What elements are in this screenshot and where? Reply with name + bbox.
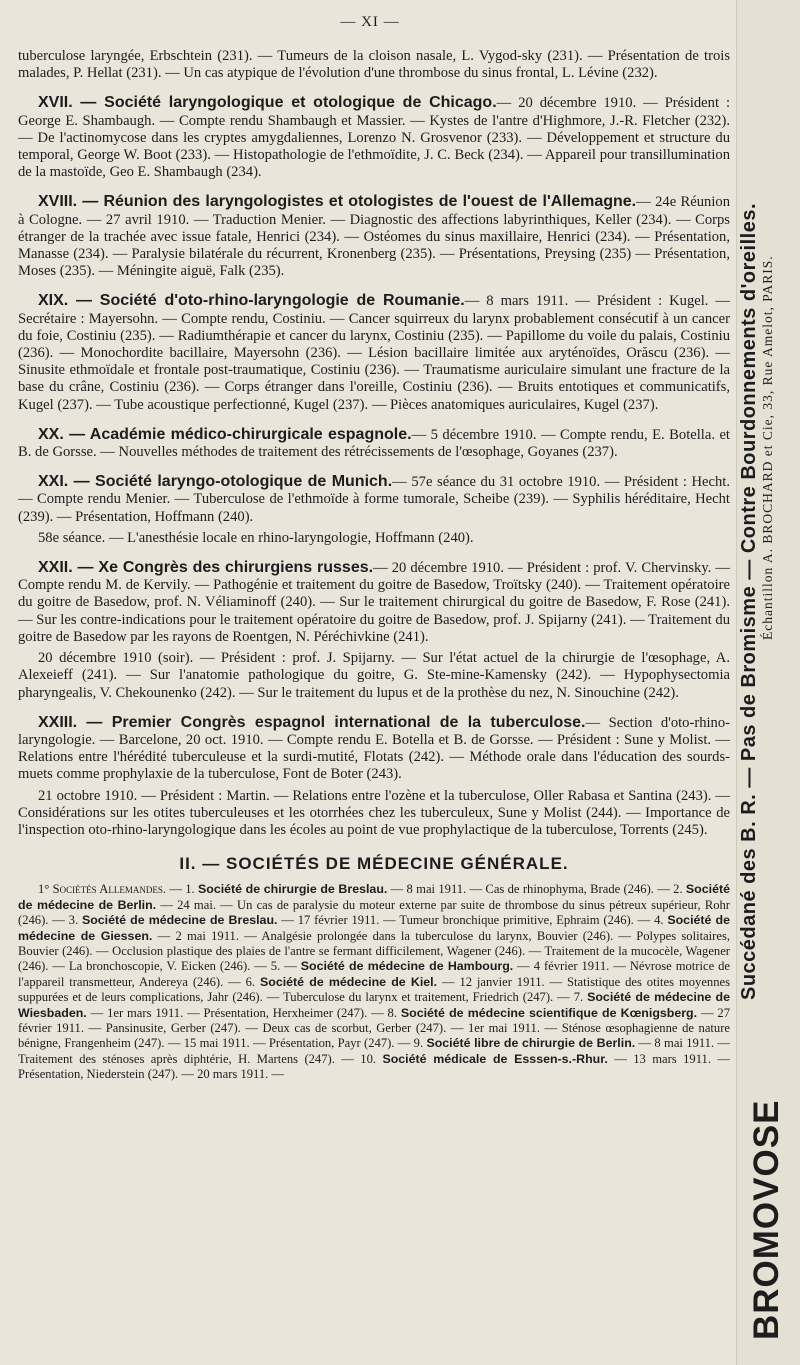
toc-entry-xviii <box>18 193 730 280</box>
entry-text: — 8 mai 1911. — Cas de rhinophyma, Brade (246). — 2. <box>387 882 686 897</box>
society-name: Société de médecine de Kiel. <box>259 974 438 989</box>
society-name: Société de chirurgie de Breslau. <box>198 882 388 897</box>
entry-text: — Section d'oto-rhino-laryngologie. — Barcelone, 20 oct. 1910. — Compte rendu E. Botella et B. de Gorsse. — Président : Sune y Molist. — Relations entre l'hérédité tuberculeuse et la surdi-mutité, Flotats (242). — Méthode orale dans l'éducation des sourds-muets comme prophylaxie de la tuberculose, Font de Boter (243). <box>18 714 730 783</box>
ad-brand-name: BROMOVOSE <box>747 1099 786 1340</box>
entry-text: — 8 mai 1911. — Traitement des sténoses après diphtérie, H. Martens (247). — 10. <box>18 1036 730 1066</box>
society-heading: XXIII. — Premier Congrès espagnol international de la tuberculose. <box>38 713 586 731</box>
section2-lead: 1° Sociétés Allemandes. <box>38 882 167 897</box>
society-heading: XIX. — Société d'oto-rhino-laryngologie de Roumanie. <box>38 292 465 310</box>
toc-paragraph <box>18 48 730 82</box>
ad-slogan: Succédané des B. R. — Pas de Bromisme — Contre Bourdonnements d'oreilles. <box>738 203 760 1000</box>
toc-text: tuberculose laryngée, Erbschtein (231). — Tumeurs de la cloison nasale, L. Vygod-sky (231). — Présentation de trois malades, P. Hellat (231). — Un cas atypique de l'évolution d'une thrombose du sinus frontal, L. Lévine (232). <box>18 48 730 82</box>
society-name: Société de médecine de Hambourg. <box>300 959 514 974</box>
entry-text: — 27 février 1911. — Pansinusite, Gerber (247). — Deux cas de scorbut, Gerber (247). — 1er mai 1911. — Sténose œsophagienne de nature bénigne, Frangenheim (247). — 15 mai 1911. — Présentation, Payr (247). — 9. <box>18 1005 730 1051</box>
society-heading: XX. — Académie médico-chirurgicale espagnole. <box>38 425 412 443</box>
section-title: II. — SOCIÉTÉS DE MÉDECINE GÉNÉRALE. <box>179 854 569 874</box>
society-heading: XVII. — Société laryngologique et otologique de Chicago. <box>38 94 497 112</box>
toc-entry-xx <box>18 426 730 461</box>
table-of-contents <box>18 48 730 1095</box>
entry-text: — 24e Réunion à Cologne. — 27 avril 1910. — Traduction Menier. — Diagnostic des affections labyrinthiques, Keller (234). — Corps étranger de la trachée avec issue fatale, Henrici (234). — Ostéomes du sinus maxillaire, Henrici (234). — Présentation, Manasse (234). — Paralysie bilatérale du récurrent, Kronenberg (235). — Présentations, Preysing (235) — Présentation, Moses (235). — Méningite aiguë, Falk (235). <box>18 194 730 280</box>
toc-entry-xix <box>18 292 730 413</box>
entry-text: — 1. <box>166 882 198 897</box>
toc-entry-xxiii <box>18 714 730 784</box>
section2-text <box>18 882 730 1082</box>
entry-text: — 2 mai 1911. — Analgésie prolongée dans la tuberculose du larynx, Bouvier (246). — Polypes solitaires, Bouvier (246). — Occlusion plastique des plaies de l'antre se fermant difficilement, Wagener (246). — Traitement de la mucocèle, Wagener (246). — La bronchoscopie, V. Eicken (246). — 5. — <box>18 928 730 974</box>
toc-entry-xxiii-cont: 21 octobre 1910. — Président : Martin. — Relations entre l'ozène et la tuberculose, Oller Rabasa et Santina (243). — Considérations sur les otites tuberculeuses et les otorrhées chez les tuberculeux, Sune y Molist (244). — Importance de l'inspection oto-rhino-laryngologique dans les écoles au point de vue prophylactique de la tuberculose, Torrents (245). <box>18 787 730 838</box>
society-name: Société de médecine de Giessen. <box>18 913 730 943</box>
society-heading: XVIII. — Réunion des laryngologistes et otologistes de l'ouest de l'Allemagne. <box>38 193 637 211</box>
toc-entry-xxii-cont: 20 décembre 1910 (soir). — Président : prof. J. Spijarny. — Sur l'état actuel de la chirurgie de l'œsophage, A. Alexeieff (241). — Sur l'anatomie pathologique du goitre, G. Ste-mine-Kamensky (242). — Hypophysectomia pharyngealis, V. Chekounenko (242). — Sur le traitement du lupus et de la prothèse du nez, N. Sinouchine (242). <box>18 650 730 701</box>
society-heading: XXI. — Société laryngo-otologique de Munich. <box>38 473 393 491</box>
society-name: Société de médecine de Berlin. <box>18 882 730 912</box>
entry-text: — 12 janvier 1911. — Statistique des otites moyennes suppurées et de leurs complications, Jahr (246). — Tuberculose du larynx et traitement, Friedrich (247). — 7. <box>18 974 731 1005</box>
society-name: Société libre de chirurgie de Berlin. <box>426 1036 636 1051</box>
entry-text: — 57e séance du 31 octobre 1910. — Président : Hecht. — Compte rendu Menier. — Tuberculose de l'ethmoïde à forme tumorale, Scheibe (239). — Syphilis héréditaire, Hecht (239). — Présentation, Hoffmann (240). <box>18 474 731 525</box>
toc-entry-xvii <box>18 94 730 181</box>
entry-text: — 20 décembre 1910. — Président : prof. V. Chervinsky. — Compte rendu M. de Kervily. — Pathogénie et traitement du goitre de Basedow, Troïtsky (240). — Traitement opératoire du goitre de Basedow, prof. N. Véliaminoff (240). — Sur le traitement chirurgical du goitre de Basedow, F. Rose (241). — Sur les contre-indications pour le traitement opératoire du goitre de Basedow, prof. J. Spijarny (241). — Traitement du goitre de Basedow par les rayons de Roentgen, N. Péréchivkine (241). <box>18 560 730 645</box>
society-heading: XXII. — Xe Congrès des chirurgiens russes. <box>38 559 374 577</box>
entry-text: — 13 mars 1911. — Présentation, Niederstein (247). — 20 mars 1911. — <box>18 1051 730 1082</box>
entry-text: — 17 février 1911. — Tumeur bronchique primitive, Ephraim (246). — 4. <box>277 913 668 928</box>
entry-text: — 8 mars 1911. — Président : Kugel. — Secrétaire : Mayersohn. — Compte rendu, Costiniu. — Cancer squirreux du larynx probablement consécutif à un cancer du foie, Costiniu (235). — Radiumthérapie et cancer du larynx, Costiniu (235). — Papillome du voile du palais, Costiniu (236). — Monochordite bacillaire, Mayersohn (236). — Lésion bacillaire limitée aux aryténoïdes, Orăscu (236). — Sinusite ethmoïdale et frontale post-traumatique, Costiniu (236). — Traumatisme auriculaire simulant une fracture de la base du crâne, Costiniu (236). — Corps étranger dans l'oreille, Costiniu (236). — Bruits entotiques et communicatifs, Kugel (237). — Tube acoustique perfectionné, Kugel (237). — Pièces anatomiques auriculaires, Kugel (237). <box>18 293 731 413</box>
society-name: Société de médecine de Wiesbaden. <box>18 990 730 1020</box>
section2-body <box>18 882 730 1081</box>
entry-text: — 5 décembre 1910. — Compte rendu, E. Botella. et B. de Gorsse. — Nouvelles méthodes de traitement des rétrécissements de l'œsophage, Goyanes (237). <box>18 426 730 461</box>
entry-text: — 24 mai. — Un cas de paralysie du moteur externe par suite de thrombose du sinus pétreux supérieur, Rohr (246). — 3. <box>18 897 731 928</box>
society-name: Société de médecine de Breslau. <box>81 913 278 928</box>
toc-entry-xxii <box>18 559 730 646</box>
entry-text: — 4 février 1911. — Névrose motrice de l'appareil transmetteur, Andereya (246). — 6. <box>18 959 730 989</box>
ad-publisher: Échantillon A. BROCHARD et Cie, 33, Rue Amelot, PARIS. <box>760 255 775 640</box>
entry-text: — 20 décembre 1910. — Président : George E. Shambaugh. — Compte rendu Shambaugh et Massier. — Kystes de l'antre d'Highmore, J.-R. Fletcher (232). — De l'actinomycose dans les cryptes amygdaliennes, Lorenzo N. Grosvenor (233). — Développement et structure du temporal, George W. Boot (233). — Histopathologie de l'ethmoïdite, J. C. Beck (234). — Appareil pour transillumination de la mastoïde, Geo E. Shambaugh (234). <box>18 95 730 181</box>
page-number: — XI — <box>340 14 400 30</box>
society-name: Société médicale de Esssen-s.-Rhur. <box>382 1051 608 1066</box>
toc-entry-xxi-cont: 58e séance. — L'anesthésie locale en rhino-laryngologie, Hoffmann (240). <box>38 529 474 546</box>
entry-text: — 1er mars 1911. — Présentation, Herxheimer (247). — 8. <box>86 1005 401 1020</box>
society-name: Société de médecine scientifique de Kœnigsberg. <box>400 1005 698 1020</box>
toc-entry-xxi <box>18 473 730 526</box>
